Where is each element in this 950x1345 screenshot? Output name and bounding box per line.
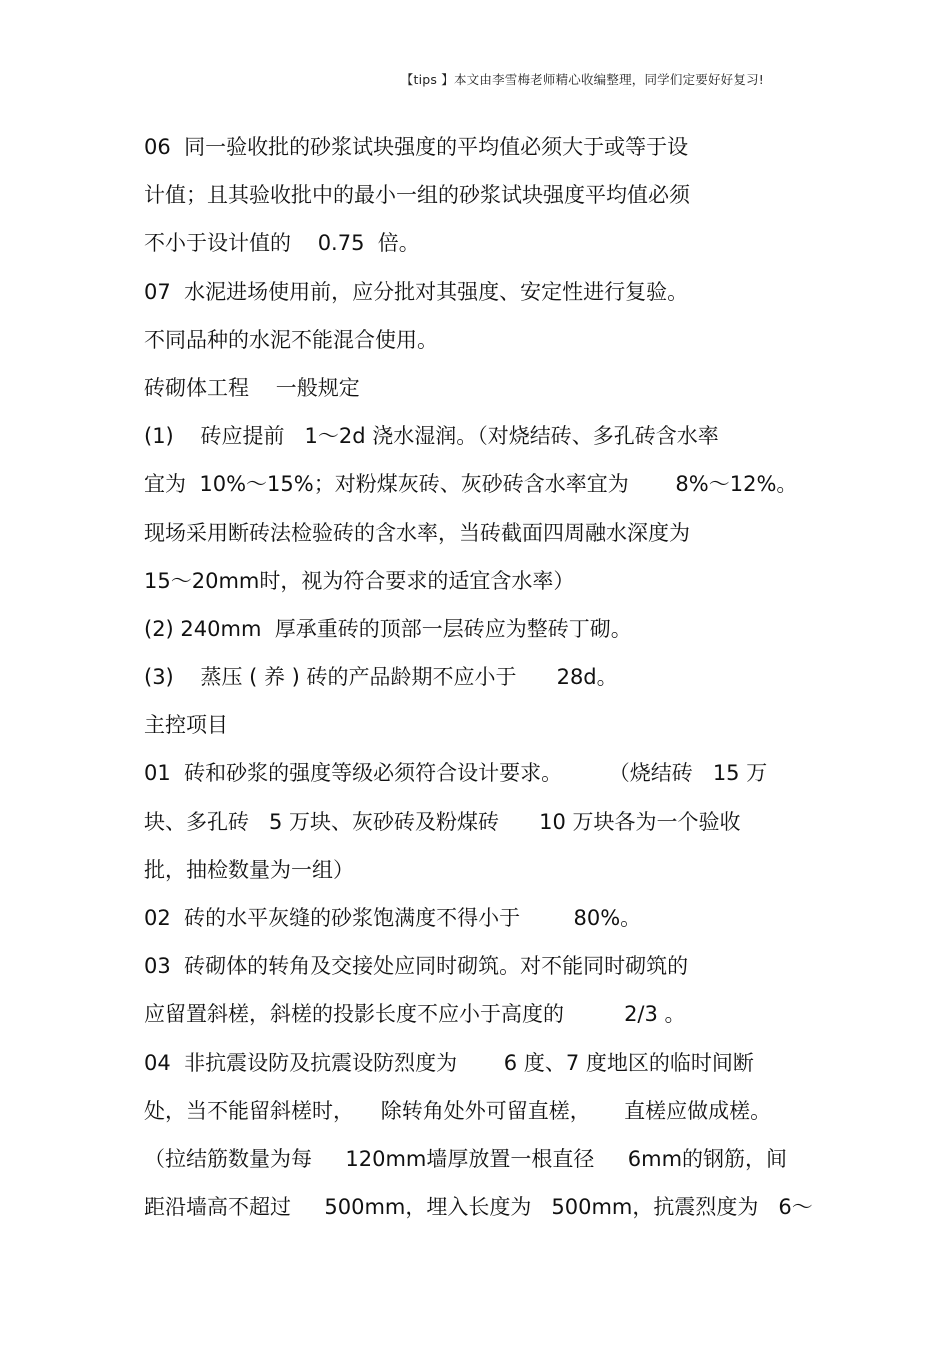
text-line: 块、多孔砖 5 万块、灰砂砖及粉煤砖 10 万块各为一个验收 bbox=[144, 809, 741, 834]
section-heading: 砖砌体工程 一般规定 bbox=[144, 375, 360, 400]
text-line: 06 同一验收批的砂浆试块强度的平均值必须大于或等于设 bbox=[144, 135, 689, 159]
text-line: 距沿墙高不超过 500mm，埋入长度为 500mm，抗震烈度为 6～ bbox=[144, 1195, 813, 1220]
text-line: 计值；且其验收批中的最小一组的砂浆试块强度平均值必须 bbox=[144, 183, 690, 208]
text-line: 03 砖砌体的转角及交接处应同时砌筑。对不能同时砌筑的 bbox=[144, 954, 689, 979]
text-line: 应留置斜槎，斜槎的投影长度不应小于高度的 2/3 。 bbox=[144, 1002, 686, 1027]
text-line: 宜为 10%～15%；对粉煤灰砖、灰砂砖含水率宜为 8%～12%。 bbox=[144, 472, 798, 497]
text-line: 处，当不能留斜槎时， 除转角处外可留直槎， 直槎应做成槎。 bbox=[144, 1098, 772, 1123]
text-line: （拉结筋数量为每 120mm墙厚放置一根直径 6mm的钢筋，间 bbox=[144, 1146, 788, 1171]
text-line: (1) 砖应提前 1～2d 浇水湿润。（对烧结砖、多孔砖含水率 bbox=[144, 424, 719, 449]
text-line: 15～20mm时，视为符合要求的适宜含水率） bbox=[144, 568, 575, 593]
text-line: 不同品种的水泥不能混合使用。 bbox=[144, 327, 438, 352]
text-line: 现场采用断砖法检验砖的含水率，当砖截面四周融水深度为 bbox=[144, 520, 690, 545]
header-tip: 【tips 】本文由李雪梅老师精心收编整理，同学们定要好好复习! bbox=[400, 72, 764, 87]
text-line: 批，抽检数量为一组） bbox=[144, 857, 354, 882]
text-line: (2) 240mm 厚承重砖的顶部一层砖应为整砖丁砌。 bbox=[144, 616, 632, 641]
text-line: 01 砖和砂浆的强度等级必须符合设计要求。 （烧结砖 15 万 bbox=[144, 761, 768, 786]
text-line: (3) 蒸压 ( 养 ) 砖的产品龄期不应小于 28d。 bbox=[144, 665, 618, 690]
document-body bbox=[144, 127, 834, 1235]
text-line: 不小于设计值的 0.75 倍。 bbox=[144, 231, 420, 256]
section-heading: 主控项目 bbox=[144, 713, 228, 738]
text-line: 04 非抗震设防及抗震设防烈度为 6 度、7 度地区的临时间断 bbox=[144, 1050, 754, 1075]
text-line: 02 砖的水平灰缝的砂浆饱满度不得小于 80%。 bbox=[144, 906, 642, 930]
text-line: 07 水泥进场使用前，应分批对其强度、安定性进行复验。 bbox=[144, 279, 689, 304]
